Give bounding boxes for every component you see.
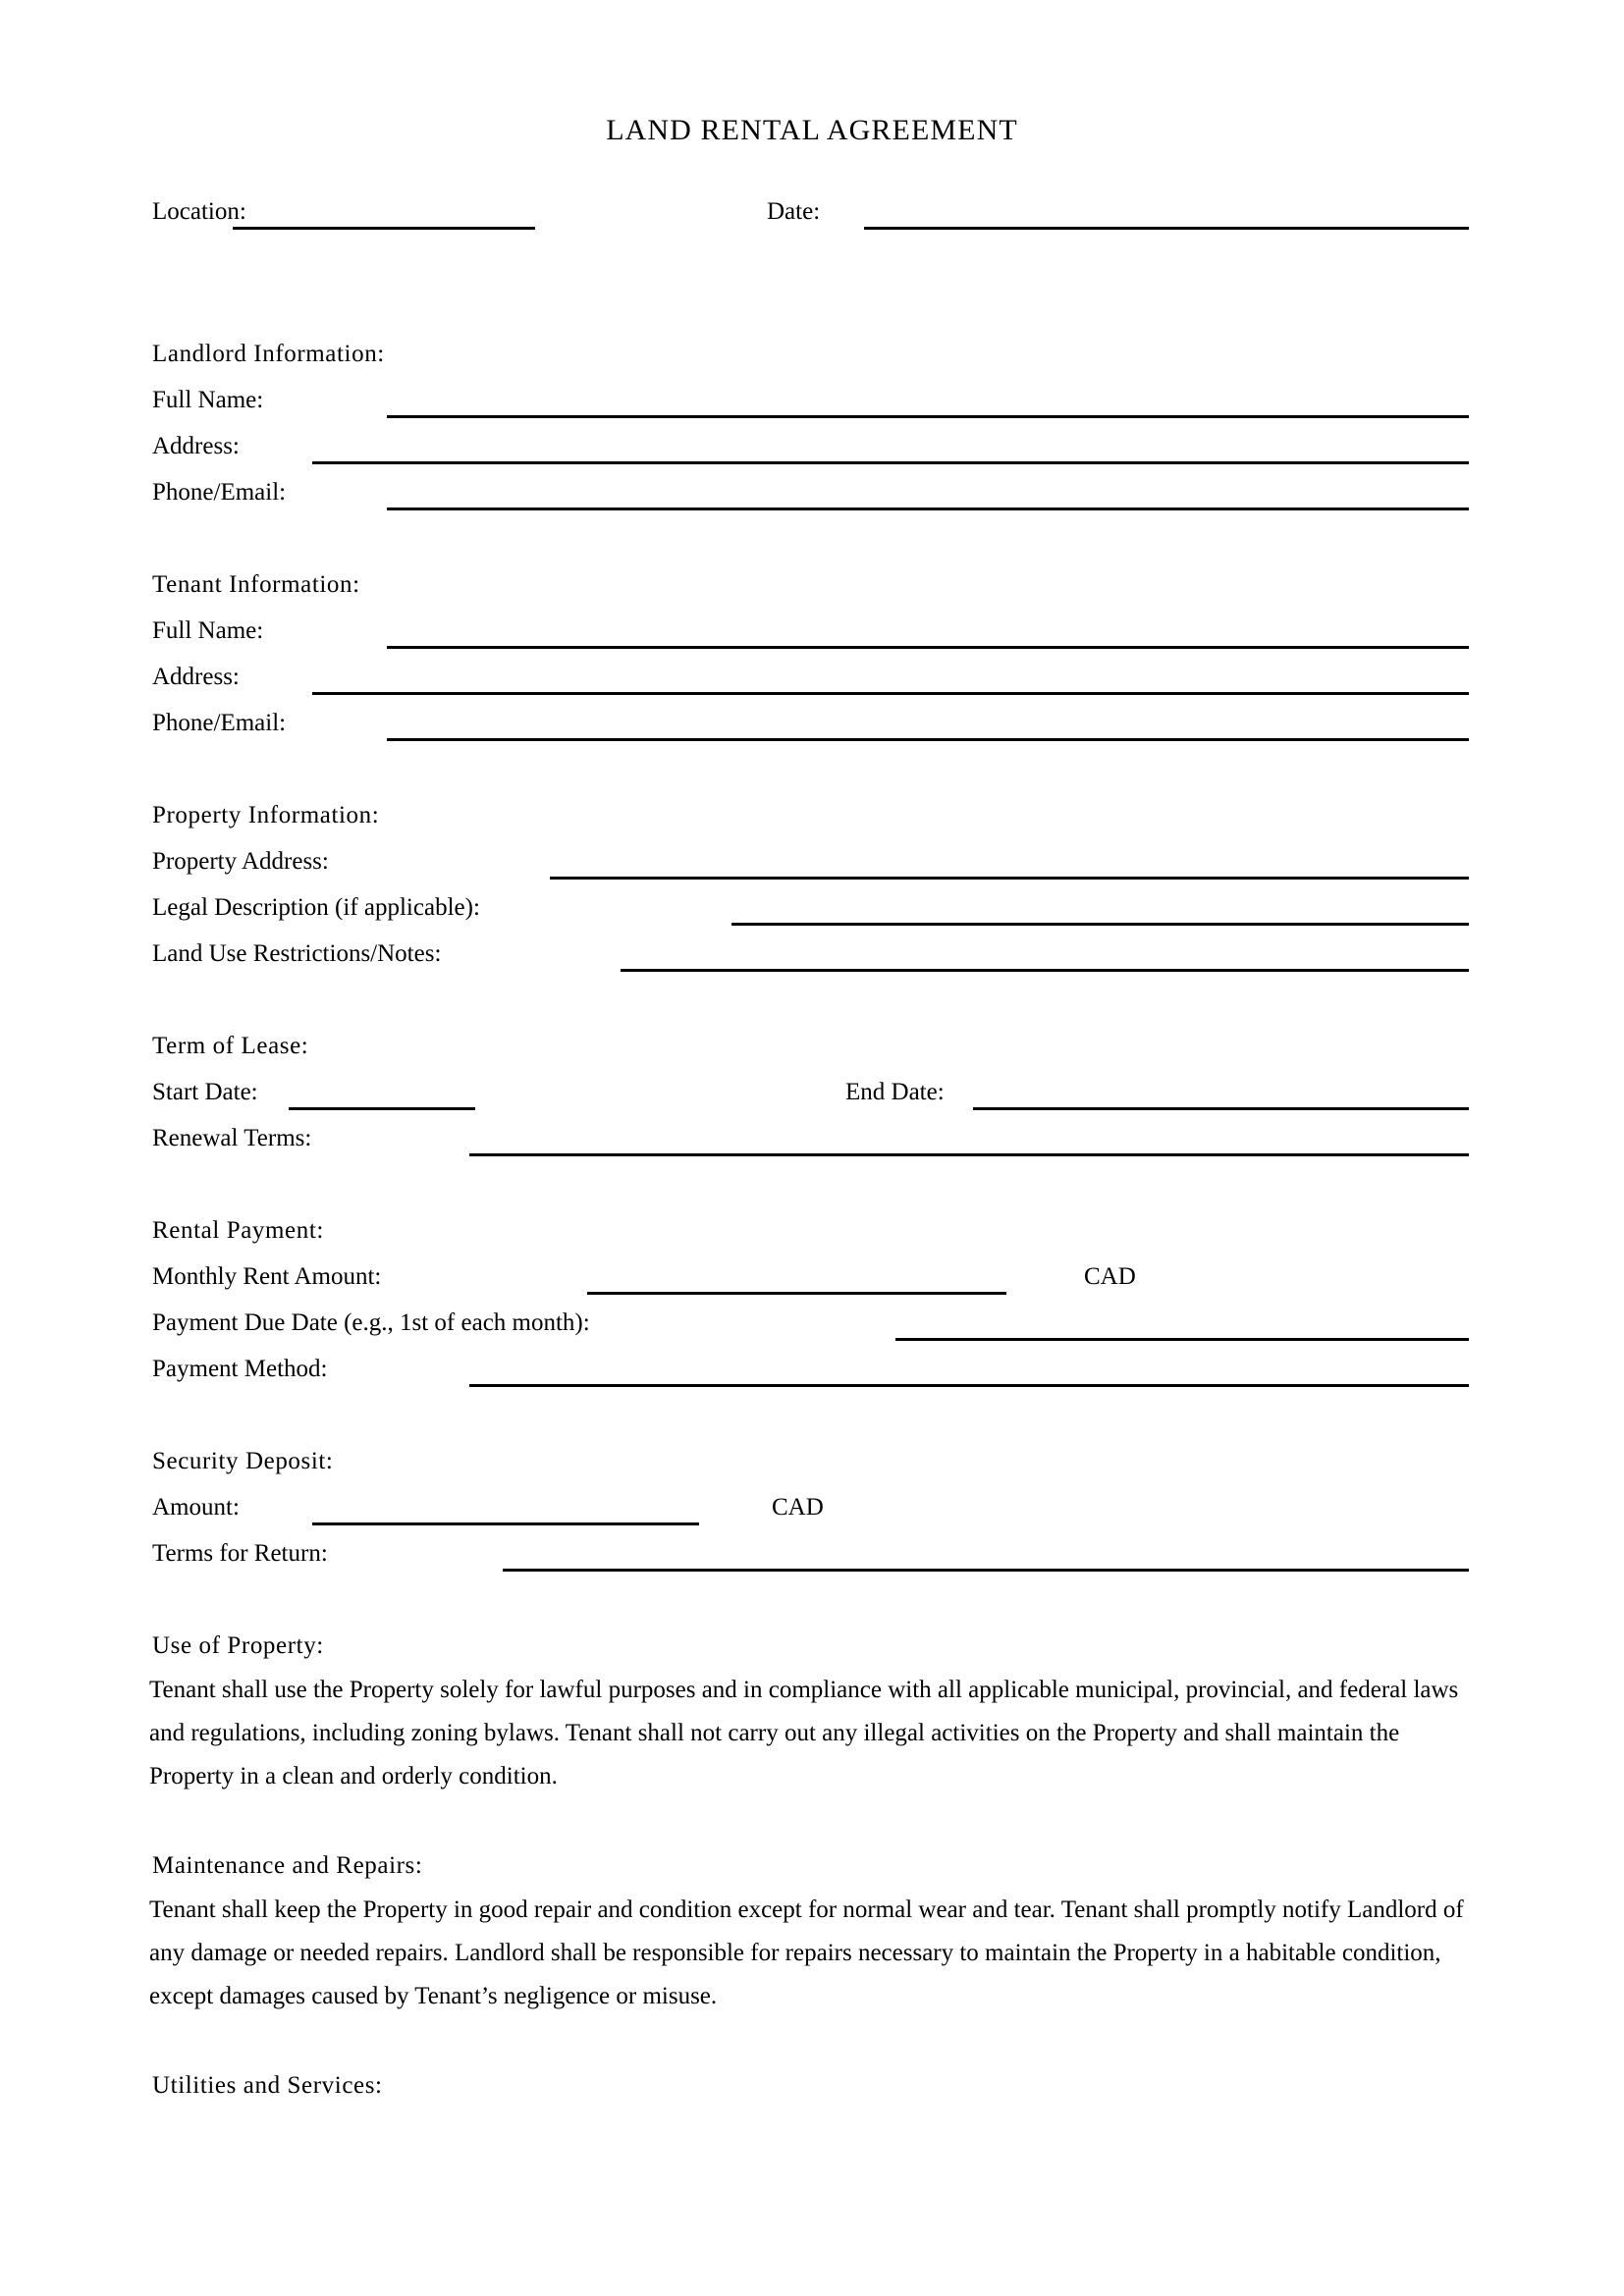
landlord-full-name-rule[interactable] xyxy=(387,415,1469,418)
landlord-phone-email-label: Phone/Email: xyxy=(152,479,287,506)
property-address-rule[interactable] xyxy=(550,877,1469,880)
security-deposit-amount-label: Amount: xyxy=(152,1494,240,1521)
monthly-rent-amount-rule[interactable] xyxy=(587,1292,1006,1295)
payment-method-label: Payment Method: xyxy=(152,1356,328,1382)
land-use-restrictions-label: Land Use Restrictions/Notes: xyxy=(152,940,442,967)
legal-description-rule[interactable] xyxy=(731,923,1469,926)
location-input-rule[interactable] xyxy=(233,227,535,230)
rental-payment-section-heading: Rental Payment: xyxy=(152,1217,324,1244)
tenant-phone-email-rule[interactable] xyxy=(387,738,1469,741)
end-date-rule[interactable] xyxy=(973,1107,1469,1110)
monthly-rent-amount-label: Monthly Rent Amount: xyxy=(152,1263,382,1290)
start-date-rule[interactable] xyxy=(289,1107,475,1110)
security-deposit-currency-label: CAD xyxy=(772,1494,824,1521)
tenant-full-name-rule[interactable] xyxy=(387,646,1469,649)
landlord-address-rule[interactable] xyxy=(312,461,1469,464)
land-use-restrictions-rule[interactable] xyxy=(621,969,1469,972)
payment-due-date-rule[interactable] xyxy=(895,1338,1469,1341)
maintenance-and-repairs-body: Tenant shall keep the Property in good repair and condition except for normal wear and tear. Tenant shall promptly notify Landlord of any damage or needed repairs. Landlord shall be responsible for repairs necessary to maintain the Property in a habitable condition, except damages caused by Tenant’s negligence or misuse. xyxy=(149,1896,1464,2009)
start-date-label: Start Date: xyxy=(152,1079,258,1105)
property-address-label: Property Address: xyxy=(152,848,329,875)
page-title: LAND RENTAL AGREEMENT xyxy=(606,114,1018,146)
payment-method-rule[interactable] xyxy=(469,1384,1469,1387)
tenant-full-name-label: Full Name: xyxy=(152,617,264,644)
monthly-rent-currency-label: CAD xyxy=(1084,1263,1136,1290)
payment-due-date-label: Payment Due Date (e.g., 1st of each month): xyxy=(152,1309,590,1336)
date-input-rule[interactable] xyxy=(864,227,1469,230)
landlord-section-heading: Landlord Information: xyxy=(152,341,385,367)
tenant-address-rule[interactable] xyxy=(312,692,1469,695)
renewal-terms-rule[interactable] xyxy=(469,1153,1469,1156)
utilities-and-services-section-heading: Utilities and Services: xyxy=(152,2072,383,2099)
tenant-section-heading: Tenant Information: xyxy=(152,571,360,598)
maintenance-and-repairs-section-heading: Maintenance and Repairs: xyxy=(152,1852,423,1879)
property-section-heading: Property Information: xyxy=(152,802,380,828)
use-of-property-body: Tenant shall use the Property solely for lawful purposes and in compliance with all applicable municipal, provincial, and federal laws and regulations, including zoning bylaws. Tenant shall not carry out any illegal activities on the Property and shall maintain the Property in a clean and orderly condition. xyxy=(149,1677,1459,1789)
use-of-property-section-heading: Use of Property: xyxy=(152,1632,324,1659)
legal-description-label: Legal Description (if applicable): xyxy=(152,894,480,921)
landlord-address-label: Address: xyxy=(152,433,240,459)
date-label: Date: xyxy=(767,198,821,225)
security-deposit-amount-rule[interactable] xyxy=(312,1522,699,1525)
security-deposit-section-heading: Security Deposit: xyxy=(152,1448,334,1474)
terms-for-return-rule[interactable] xyxy=(503,1569,1469,1572)
tenant-address-label: Address: xyxy=(152,664,240,690)
tenant-phone-email-label: Phone/Email: xyxy=(152,710,287,736)
term-of-lease-section-heading: Term of Lease: xyxy=(152,1033,309,1059)
terms-for-return-label: Terms for Return: xyxy=(152,1540,328,1567)
end-date-label: End Date: xyxy=(845,1079,945,1105)
landlord-phone-email-rule[interactable] xyxy=(387,507,1469,510)
renewal-terms-label: Renewal Terms: xyxy=(152,1125,312,1151)
landlord-full-name-label: Full Name: xyxy=(152,387,264,413)
location-label: Location: xyxy=(152,198,246,225)
